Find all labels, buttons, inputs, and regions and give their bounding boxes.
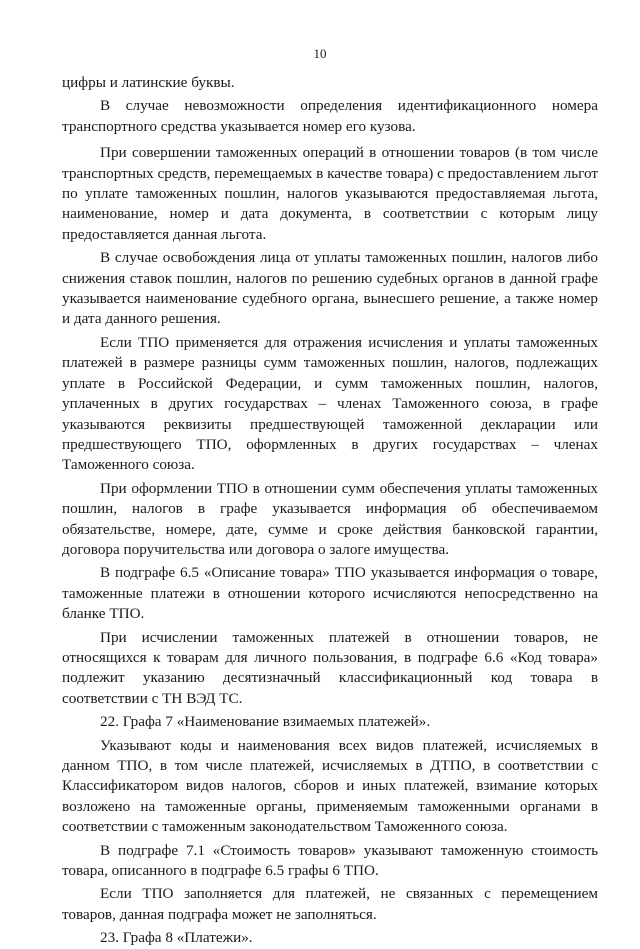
paragraph: В случае освобождения лица от уплаты таможенных пошлин, налогов либо снижения ставок пошлин, налогов по решению судебных органов в данной графе указывается наименование судебного органа, вынесшего решение, а также номер и дата данного решения. [62, 249, 598, 328]
document-body [62, 73, 598, 949]
paragraph: В случае невозможности определения идентификационного номера транспортного средства указывается номер его кузова. [62, 97, 598, 135]
paragraph: Указывают коды и наименования всех видов платежей, исчисляемых в данном ТПО, в том числе платежей, исчисляемых в ДТПО, в соответствии с Классификатором видов налогов, сборов и иных платежей, взимание которых возложено на таможенные органы, применяемым таможенными органами в соответствии с таможенным законодательством Таможенного союза. [62, 736, 598, 836]
paragraph: В подграфе 6.5 «Описание товара» ТПО указывается информация о товаре, таможенные платежи в отношении которого исчисляются непосредственно на бланке ТПО. [62, 564, 598, 623]
section-heading: 23. Графа 8 «Платежи». [100, 929, 253, 947]
paragraph: В подграфе 7.1 «Стоимость товаров» указывают таможенную стоимость товара, описанного в подграфе 6.5 графы 6 ТПО. [62, 841, 598, 880]
paragraph: Если ТПО применяется для отражения исчисления и уплаты таможенных платежей в размере разницы сумм таможенных пошлин, налогов, подлежащих уплате в Российской Федерации, и сумм таможенных пошлин, налогов, уплаченных в других государствах – членах Таможенного союза, в графе указываются реквизиты предшествующей таможенной декларации или предшествующего ТПО, оформленных в других государствах – членах Таможенного союза. [62, 333, 598, 474]
page-number: 10 [313, 46, 327, 61]
paragraph: цифры и латинские буквы. [62, 74, 235, 91]
paragraph: При исчислении таможенных платежей в отношении товаров, не относящихся к товарам для личного пользования, в подграфе 6.6 «Код товара» подлежит указанию десятизначный классификационный код товара в соответствии с ТН ВЭД ТС. [62, 628, 598, 707]
paragraph: При оформлении ТПО в отношении сумм обеспечения уплаты таможенных пошлин, налогов в графе указывается информация об обеспечиваемом обязательстве, номере, дате, сумме и сроке действия банковской гарантии, договора поручительства или договора о залоге имущества. [62, 479, 598, 558]
section-heading: 22. Графа 7 «Наименование взимаемых платежей». [100, 713, 431, 731]
paragraph: Если ТПО заполняется для платежей, не связанных с перемещением товаров, данная подграфа может не заполняться. [62, 885, 598, 923]
paragraph: При совершении таможенных операций в отношении товаров (в том числе транспортных средств, перемещаемых в качестве товара) с предоставлением льгот по уплате таможенных пошлин, налогов указываются предоставляемая льгота, наименование, номер и дата документа, в соответствии с которым лицу предоставляется данная льгота. [62, 144, 599, 243]
